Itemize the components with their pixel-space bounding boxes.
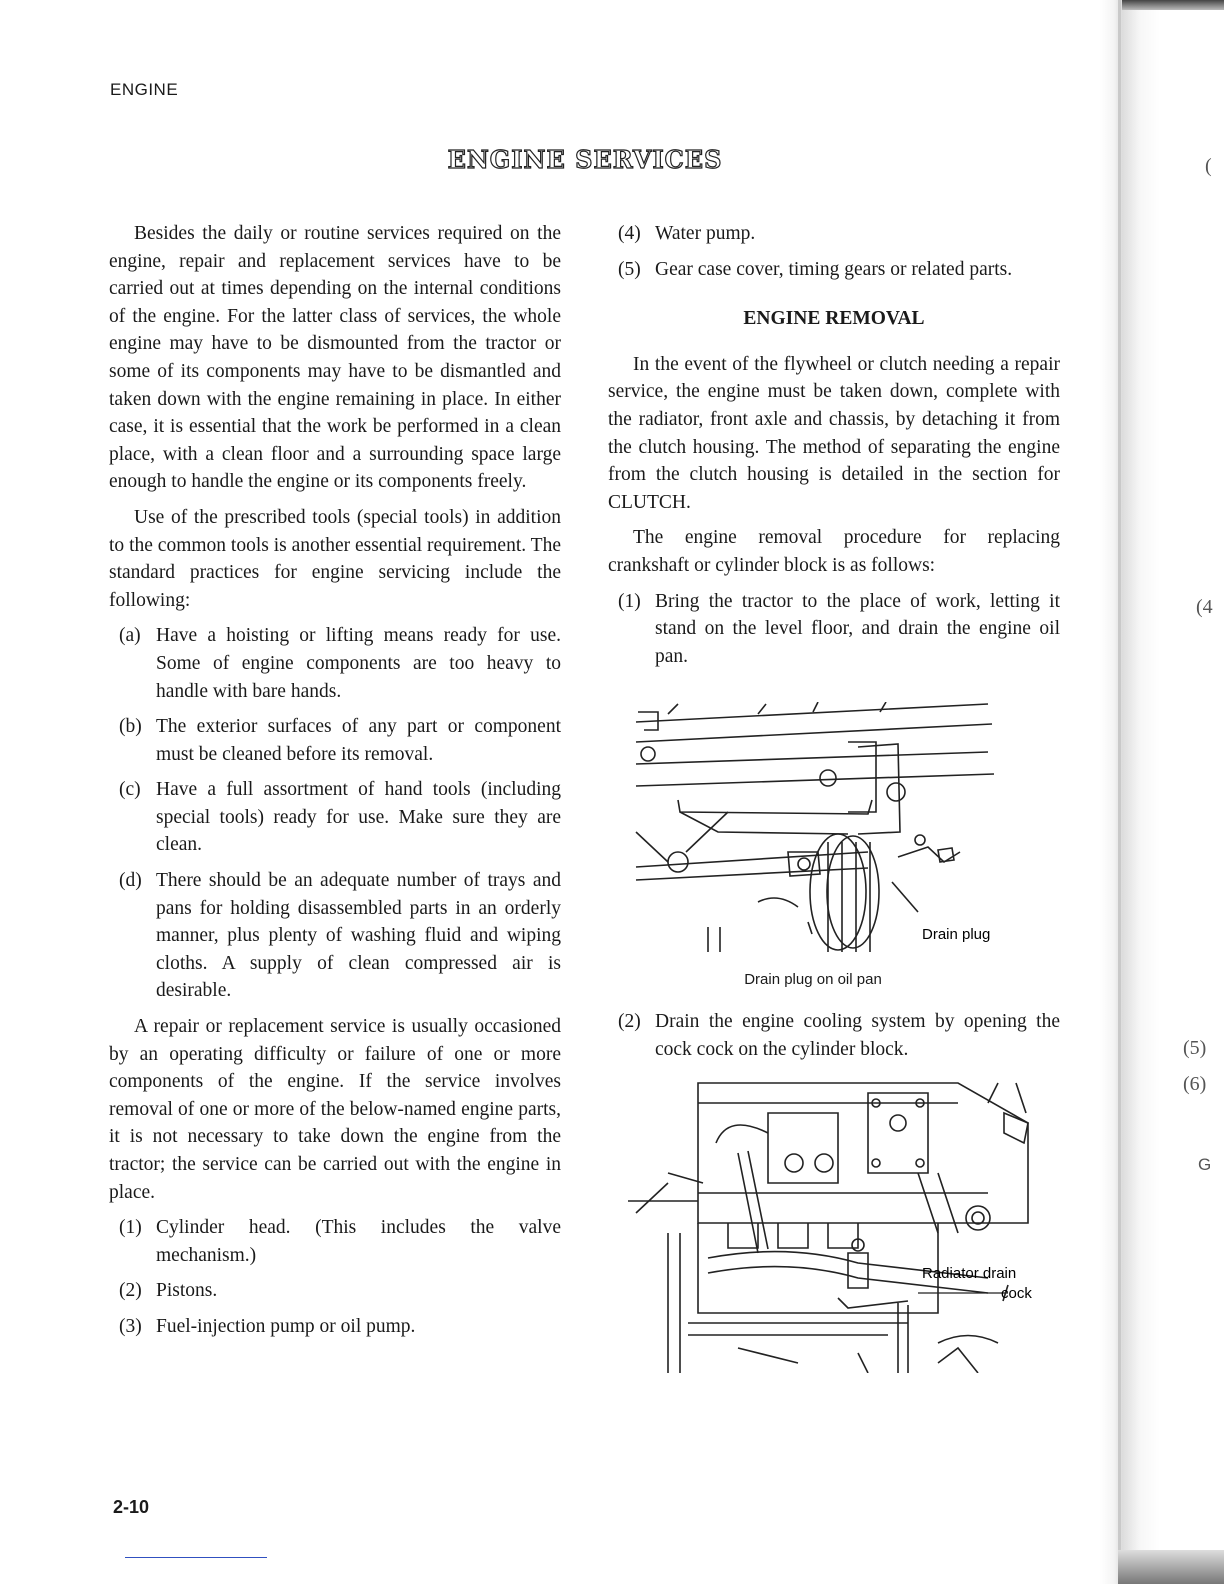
practice-item <box>109 713 561 768</box>
item-text: Fuel-injection pump or oil pump. <box>156 1315 416 1337</box>
oil-pan-illustration <box>608 702 1020 962</box>
practice-item <box>109 867 561 1005</box>
step-item <box>608 588 1060 671</box>
item-text: Bring the tractor to the place of work, letting it stand on the level floor, and drain the engine oil pan. <box>655 590 1060 667</box>
item-label: (1) <box>618 590 641 612</box>
item-text: Drain the engine cooling system by opening the cock cock on the cylinder block. <box>655 1010 1060 1060</box>
item-text: Water pump. <box>655 223 756 244</box>
edge-mark: ( <box>1205 155 1212 177</box>
step-item <box>608 1008 1060 1063</box>
engine-removal-heading: ENGINE REMOVAL <box>743 308 925 330</box>
adjacent-page-edge <box>1100 0 1224 1584</box>
oil-pan-figure <box>608 702 1060 962</box>
edge-mark: (4 <box>1196 596 1213 618</box>
bottom-rule <box>125 1557 267 1558</box>
item-label: (d) <box>119 870 142 892</box>
radiator-drain-callout: Radiator drain <box>922 1265 1017 1283</box>
cylinder-block-illustration <box>608 1073 1048 1373</box>
procedure-paragraph: The engine removal procedure for replacing crankshaft or cylinder block is as follows: <box>608 527 1060 576</box>
item-text: Pistons. <box>156 1280 218 1302</box>
edge-mark: (6) <box>1183 1073 1207 1095</box>
service-paragraph: A repair or replacement service is usually occasioned by an operating difficulty or failure of one or more components of the engine. If the service involves removal of one or more of the below-named engine parts, it is not necessary to take down the engine from the tractor; the service can be carried out with the engine in place. <box>109 1016 561 1203</box>
item-label: (2) <box>119 1280 142 1302</box>
item-label: (4) <box>618 223 641 244</box>
item-label: (1) <box>119 1217 142 1239</box>
practice-item <box>109 776 561 859</box>
item-label: (a) <box>119 625 141 647</box>
left-column <box>109 220 561 1349</box>
page-number: 2-10 <box>113 1497 150 1517</box>
item-label: (2) <box>618 1010 641 1032</box>
item-label: (3) <box>119 1315 142 1337</box>
part-item <box>608 256 1060 284</box>
item-text: Have a full assortment of hand tools (including special tools) ready for use. Make sure they are clean. <box>156 779 561 856</box>
item-label: (5) <box>618 258 641 280</box>
radiator-cock-figure <box>608 1073 1060 1373</box>
part-item <box>608 220 1060 248</box>
edge-mark: (5) <box>1183 1037 1207 1059</box>
page-title: ENGINE SERVICES <box>447 145 723 174</box>
item-label: (b) <box>119 716 142 738</box>
item-text: Have a hoisting or lifting means ready for use. Some of engine components are too heavy to handle with bare hands. <box>156 625 561 702</box>
practice-item <box>109 622 561 705</box>
drain-plug-callout: Drain plug <box>922 926 991 944</box>
item-text: The exterior surfaces of any part or component must be cleaned before its removal. <box>156 716 561 765</box>
removal-paragraph: In the event of the flywheel or clutch needing a repair service, the engine must be taken down, complete with the radiator, front axle and chassis, by detaching it from the clutch housing. The method of separating the engine from the clutch housing is detailed in the section for CLUTCH. <box>608 353 1060 513</box>
edge-mark: G <box>1198 1155 1212 1174</box>
cock-callout: cock <box>1001 1285 1032 1303</box>
item-label: (c) <box>119 779 141 801</box>
right-column <box>608 220 1060 1373</box>
part-item <box>109 1214 561 1269</box>
part-item <box>109 1277 561 1305</box>
item-text: Cylinder head. (This includes the valve mechanism.) <box>156 1217 561 1266</box>
part-item <box>109 1313 561 1341</box>
item-text: There should be an adequate number of trays and pans for holding disassembled parts in an orderly manner, plus plenty of washing fluid and wiping cloths. A supply of clean compressed air is desirable. <box>156 870 561 1002</box>
item-text: Gear case cover, timing gears or related parts. <box>655 258 1013 280</box>
figure-caption: Drain plug on oil pan <box>744 971 882 989</box>
intro-paragraph: Besides the daily or routine services required on the engine, repair and replacement services have to be carried out at times depending on the internal conditions of the engine. For the latter class of services, the whole engine may have to be dismounted from the tractor or some of its components may have to be dismantled and taken down with the engine remaining in place. In either case, it is essential that the work be performed in a clean place, with a clean floor and a surrounding space large enough to handle the engine or its components freely. <box>109 223 561 493</box>
section-label: ENGINE <box>110 80 179 99</box>
tools-paragraph: Use of the prescribed tools (special tools) in addition to the common tools is another essential requirement. The standard practices for engine servicing include the following: <box>109 506 561 611</box>
